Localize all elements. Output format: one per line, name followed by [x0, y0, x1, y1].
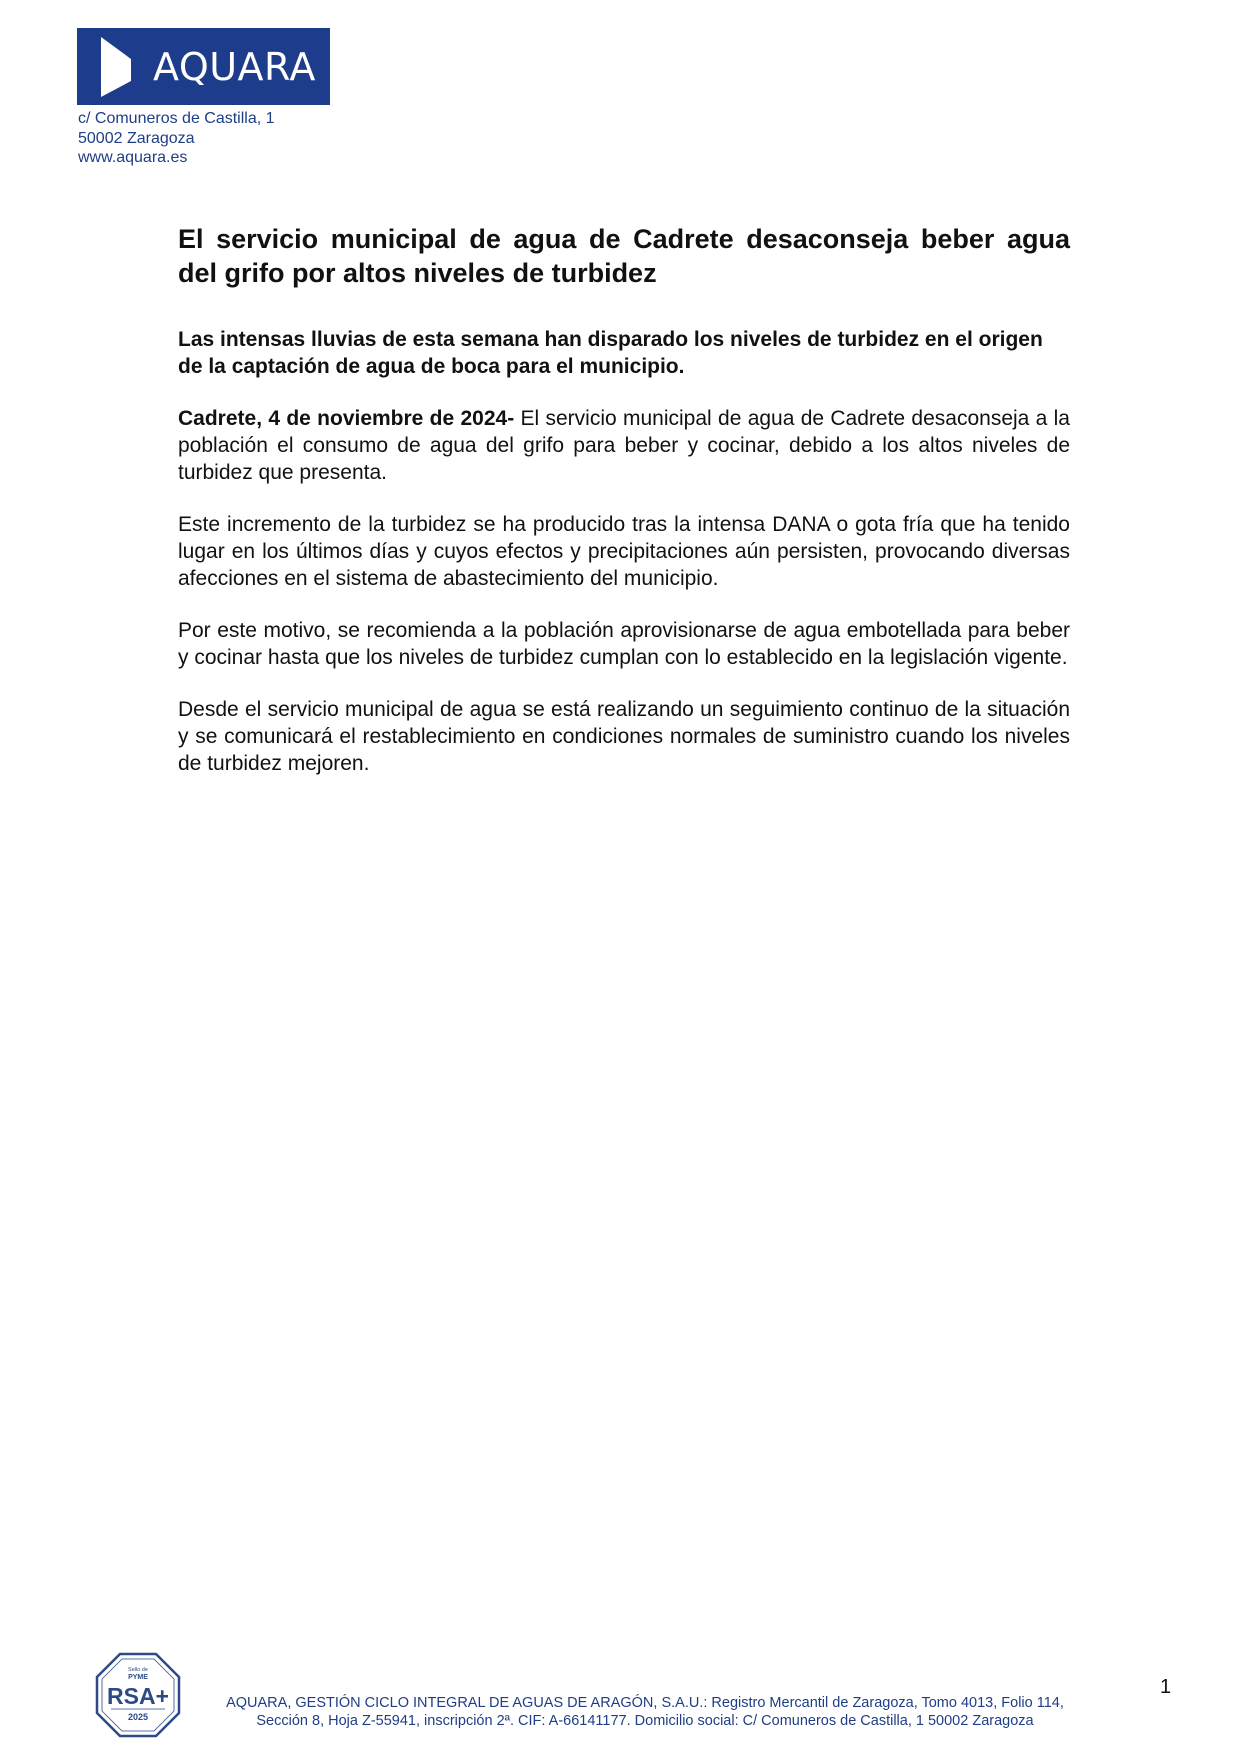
lead-paragraph — [178, 405, 1070, 486]
body-paragraph: Por este motivo, se recomienda a la población aprovisionarse de agua embotellada para beber y cocinar hasta que los niveles de turbidez cumplan con lo establecido en la legislación vigente. — [178, 619, 1070, 669]
article-subtitle: Las intensas lluvias de esta semana han disparado los niveles de turbidez en el origen de la captación de agua de boca para el municipio. — [178, 328, 1043, 378]
page-number: 1 — [1160, 1676, 1172, 1698]
address-city: 50002 Zaragoza — [78, 129, 195, 147]
logo-mark-icon — [101, 37, 131, 97]
body-paragraph: Este incremento de la turbidez se ha producido tras la intensa DANA o gota fría que ha tenido lugar en los últimos días y cuyos efectos y precipitaciones aún persisten, provocando diversas afecciones en el sistema de abastecimiento del municipio. — [178, 513, 1070, 590]
logo-text: AQUARA — [153, 45, 316, 89]
page-title: El servicio municipal de agua de Cadrete desaconseja beber agua del grifo por altos niveles de turbidez — [178, 224, 1070, 288]
press-release-body — [178, 222, 1070, 777]
seal-brand: RSA+ — [107, 1683, 169, 1709]
address-street: c/ Comuneros de Castilla, 1 — [78, 110, 275, 127]
legal-footer — [200, 1694, 1090, 1730]
rsa-pyme-seal-icon — [95, 1652, 181, 1738]
body-paragraph: Desde el servicio municipal de agua se está realizando un seguimiento continuo de la situación y se comunicará el restablecimiento en condiciones normales de suministro cuando los niveles de turbidez mejoren. — [178, 698, 1070, 775]
company-address — [78, 109, 275, 168]
seal-year: 2025 — [127, 1712, 149, 1722]
company-website: www.aquara.es — [78, 149, 188, 166]
footer-line: Sección 8, Hoja Z-55941, inscripción 2ª. CIF: A-66141177. Domicilio social: C/ Comuneros de Castilla, 1 50002 Zaragoza — [256, 1713, 1034, 1729]
seal-category: PYME — [128, 1674, 148, 1681]
dateline: Cadrete, 4 de noviembre de 2024- — [178, 407, 515, 430]
lead-text: El servicio municipal de agua de Cadrete desaconseja a la población el consumo de agua del grifo para beber y cocinar, debido a los altos niveles de turbidez que presenta. — [178, 407, 1070, 484]
seal-top-text: Sello de — [128, 1667, 148, 1673]
footer-line: AQUARA, GESTIÓN CICLO INTEGRAL DE AGUAS DE ARAGÓN, S.A.U.: Registro Mercantil de Zaragoza, Tomo 4013, Folio 114, — [226, 1695, 1064, 1711]
company-logo — [77, 28, 330, 105]
